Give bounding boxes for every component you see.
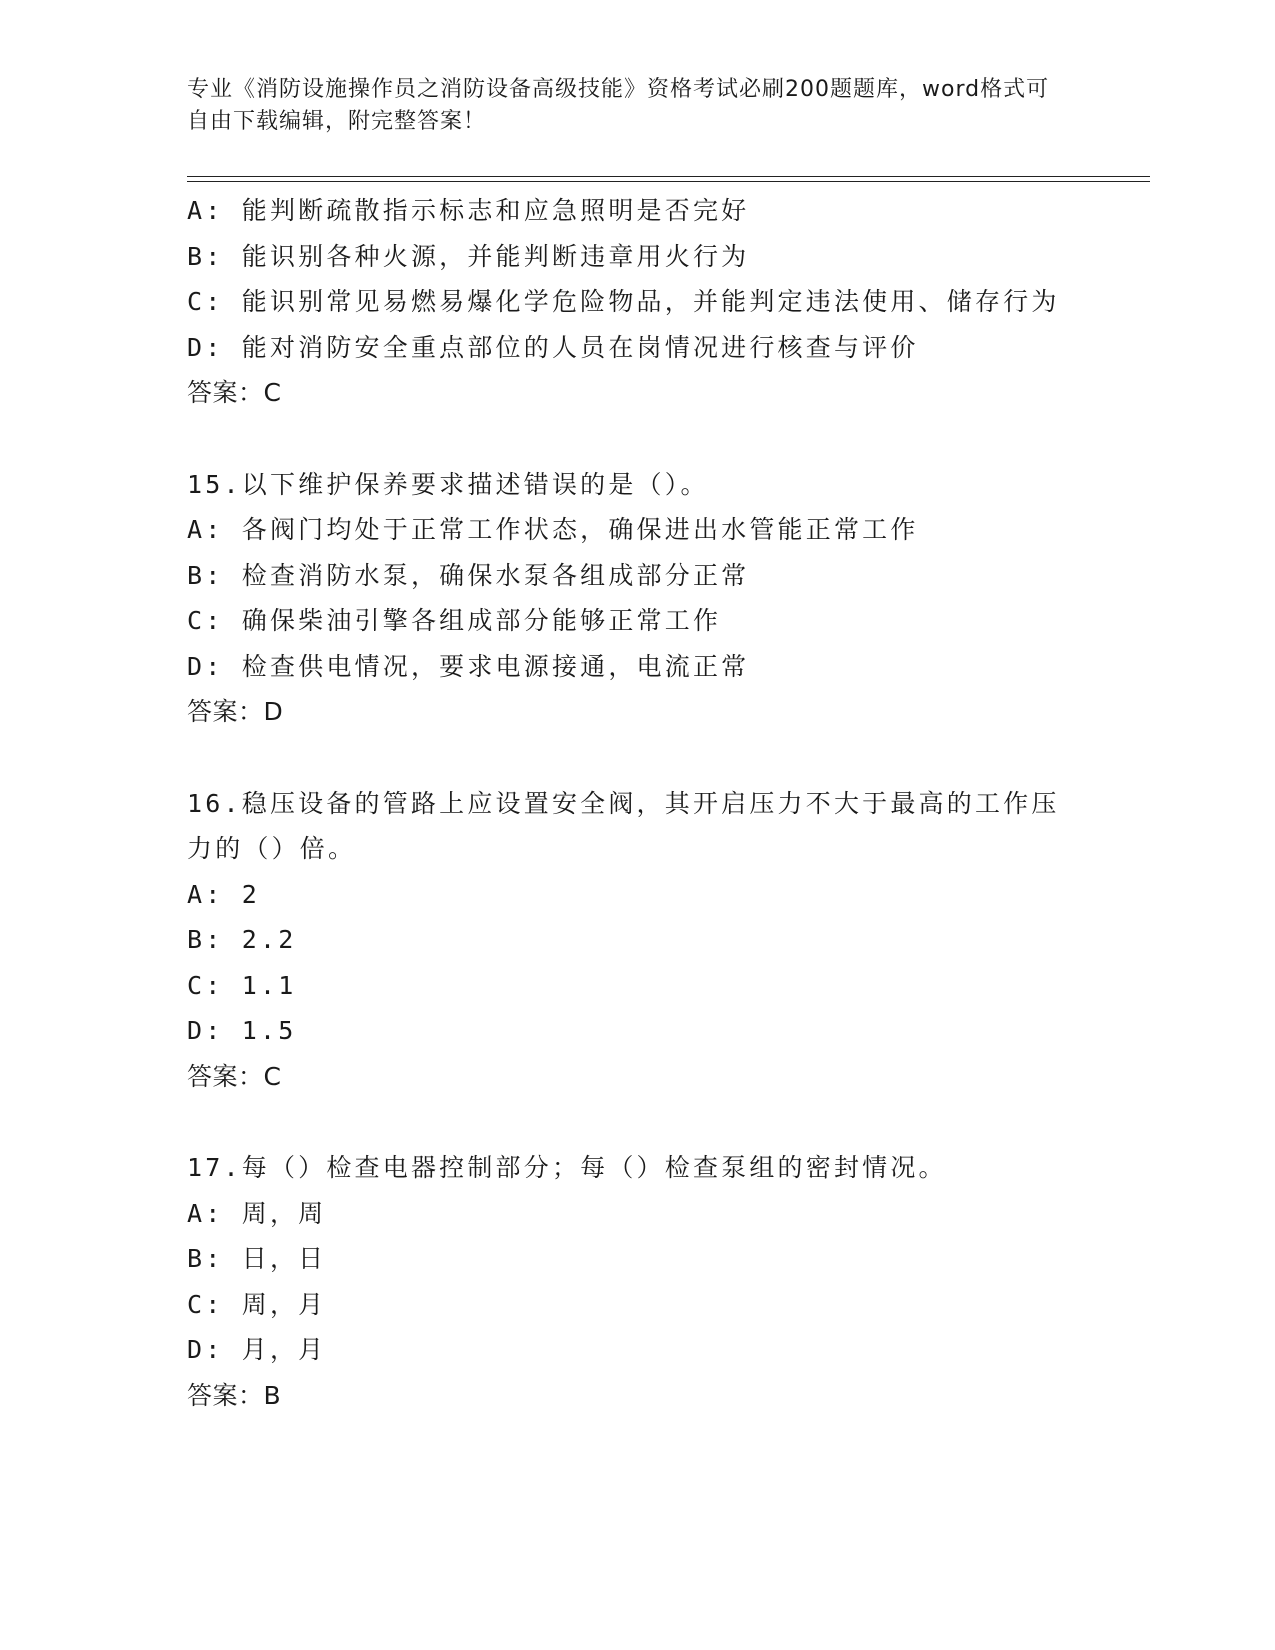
answer: 答案：C (187, 378, 282, 407)
question-15 (187, 462, 1087, 735)
option-b: B: 能识别各种火源，并能判断违章用火行为 (187, 241, 750, 271)
option-b: B: 检查消防水泵，确保水泵各组成部分正常 (187, 560, 750, 590)
option-c: C: 能识别常见易燃易爆化学危险物品，并能判定违法使用、储存行为 (187, 287, 1060, 316)
question-14 (187, 188, 1087, 416)
option-b: B: 日，日 (187, 1244, 327, 1273)
header-rule-bottom (187, 181, 1150, 182)
option-a: A: 各阀门均处于正常工作状态，确保进出水管能正常工作 (187, 515, 919, 544)
option-b: B: 2.2 (187, 925, 297, 954)
option-c: C: 确保柴油引擎各组成部分能够正常工作 (187, 606, 722, 635)
question-17 (187, 1145, 1087, 1418)
answer: 答案：B (187, 1380, 282, 1410)
question-text-line-1: 16.稳压设备的管路上应设置安全阀，其开启压力不大于最高的工作压 (187, 788, 1060, 818)
question-list (187, 188, 1087, 1418)
option-a: A: 2 (187, 879, 261, 909)
answer: 答案：D (187, 697, 284, 726)
spacer (187, 735, 1087, 781)
option-a: A: 能判断疏散指示标志和应急照明是否完好 (187, 196, 750, 225)
option-d: D: 检查供电情况，要求电源接通，电流正常 (187, 651, 750, 681)
option-d: D: 月，月 (187, 1335, 327, 1364)
question-16 (187, 781, 1087, 1100)
header-rule-top (187, 176, 1150, 177)
question-text: 17.每（）检查电器控制部分；每（）检查泵组的密封情况。 (187, 1153, 947, 1182)
option-a: A: 周，周 (187, 1198, 327, 1228)
option-d: D: 1.5 (187, 1016, 297, 1045)
option-d: D: 能对消防安全重点部位的人员在岗情况进行核查与评价 (187, 332, 919, 362)
option-c: C: 1.1 (187, 970, 297, 1000)
question-text: 15.以下维护保养要求描述错误的是（）。 (187, 469, 709, 499)
document-header: 专业《消防设施操作员之消防设备高级技能》资格考试必刷200题题库，word格式可自由下载编辑，附完整答案！ (187, 77, 1050, 134)
question-text-line-2: 力的（）倍。 (187, 834, 357, 863)
option-c: C: 周，月 (187, 1289, 327, 1319)
answer: 答案：C (187, 1061, 282, 1091)
spacer (187, 1099, 1087, 1145)
spacer (187, 416, 1087, 462)
